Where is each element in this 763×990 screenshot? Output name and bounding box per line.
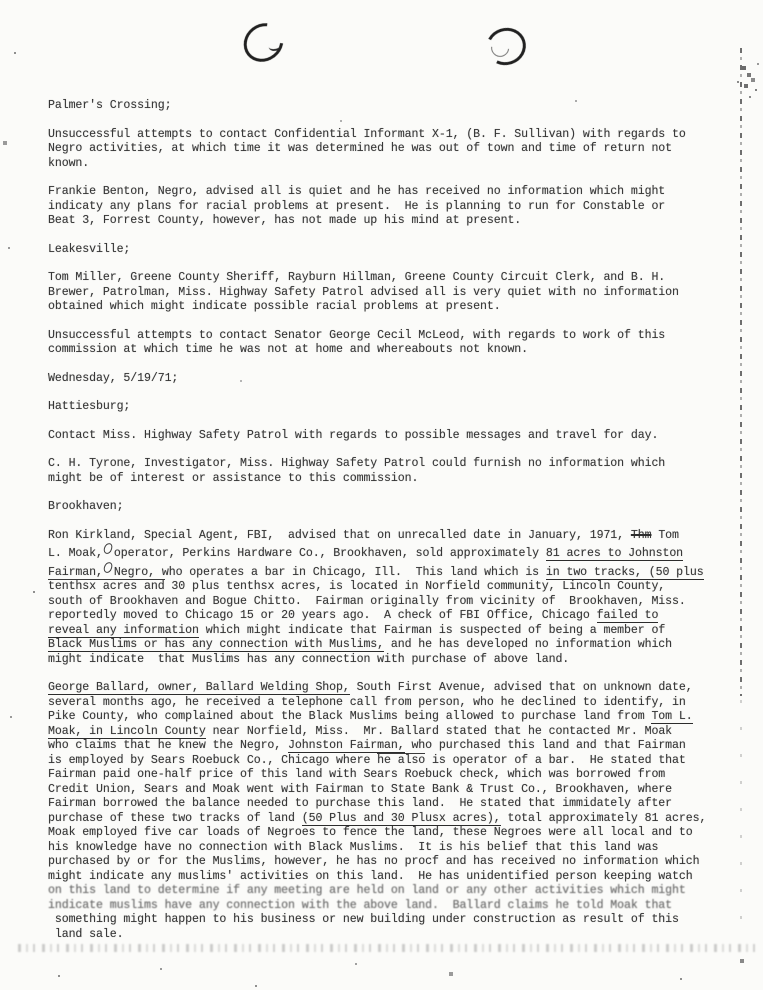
- text-run: Unsuccessful attempts to contact Senator George Cecil McLeod, with regards to work of this: [48, 328, 666, 342]
- text-line: [48, 157, 728, 172]
- text-run: (50 Plus and 30 Plusx acres),: [301, 811, 501, 825]
- text-line: [48, 812, 728, 827]
- section-heading: [48, 99, 728, 114]
- section-heading: [48, 500, 728, 515]
- text-run: who claims that he knew the Negro,: [48, 739, 289, 752]
- text-line: [48, 185, 728, 200]
- text-run: Moak, in Lincoln County: [48, 724, 206, 738]
- text-run: Fairman paid one-half price of this land with Sears Roebuck check, which was borrowed from: [48, 768, 666, 781]
- text-run: Brewer, Patrolman, Miss. Highway Safety Patrol advised all is very quiet with no information: [48, 285, 679, 299]
- scan-speckles: [0, 0, 2, 2]
- text-line: [48, 271, 728, 286]
- text-run: who purchased this land and that Fairman: [404, 739, 686, 752]
- text-run: Unsuccessful attempts to contact Confidential Informant X-1, (B. F. Sullivan) with regards to: [48, 127, 686, 141]
- text-run: something might happen to his business or new building under construction as result of this: [48, 913, 679, 926]
- text-run: Johnston Fairman,: [288, 739, 405, 752]
- text-run: Credit Union, Sears and Moak went with Fairman to State Bank & Trust Co., Brookhaven, where: [48, 782, 673, 796]
- text-run: Tom Miller, Greene County Sheriff, Rayburn Hillman, Greene County Circuit Clerk, and B. H.: [48, 271, 666, 284]
- text-run: near Norfield, Miss. Mr. Ballard stated that he contacted Mr. Moak: [205, 724, 673, 738]
- text-line: [48, 624, 728, 639]
- text-line: [48, 457, 728, 472]
- paragraph: [48, 271, 728, 315]
- text-line: [48, 329, 728, 344]
- text-line: [48, 286, 728, 301]
- text-line: [48, 200, 728, 215]
- text-line: [48, 562, 728, 581]
- text-run: Wednesday, 5/19/71;: [48, 371, 179, 385]
- scan-edge-artifact-line-lower: [740, 700, 742, 935]
- text-line: [48, 99, 728, 114]
- text-run: Hattiesburg;: [48, 400, 131, 413]
- text-line: [48, 142, 728, 157]
- text-run: operator, Perkins Hardware Co., Brookhaven, sold approximately: [113, 547, 546, 560]
- text-line: [48, 710, 728, 725]
- text-run: commission at which time he was not at home and whereabouts not known.: [48, 343, 529, 356]
- text-run: Moak employed five car loads of Negroes to fence the land, these Negroes were all local and to: [48, 826, 693, 839]
- paragraph: [48, 529, 728, 668]
- text-run: Leakesville;: [48, 242, 131, 256]
- text-run: his knowledge have no connection with Black Muslims. It is his belief that this land was: [48, 840, 659, 854]
- paragraph: [48, 457, 728, 486]
- text-line: [48, 696, 728, 711]
- text-line: [48, 768, 728, 783]
- text-run: total approximately 81 acres,: [500, 811, 707, 825]
- text-line: [48, 913, 728, 928]
- text-line: [48, 638, 728, 653]
- paragraph: [48, 429, 728, 444]
- text-run: Fairman borrowed the balance needed to purchase this land. He stated that immidately after: [48, 797, 673, 810]
- text-run: indicate muslims have any connection with the above land. Ballard claims he told Moak that: [48, 898, 673, 912]
- text-run: purchase of these two tracks of land: [48, 811, 302, 825]
- text-run: Black Muslims or has any connection with Muslims,: [48, 638, 385, 651]
- text-line: [48, 580, 728, 595]
- text-run: might be of interest or assistance to this commission.: [48, 471, 419, 485]
- text-run: South First Avenue, advised that on unknown date,: [349, 681, 693, 694]
- text-run: Contact Miss. Highway Safety Patrol with regards to possible messages and travel for day.: [48, 428, 659, 442]
- text-run: which might indicate that Fairman is suspected of being a member of: [198, 623, 666, 637]
- text-line: [48, 300, 728, 315]
- text-line: [48, 243, 728, 258]
- text-run: obtained which might indicate possible racial problems at present.: [48, 300, 501, 313]
- text-line: [48, 797, 728, 812]
- text-line: [48, 543, 728, 562]
- hole-punch-mark-right: [481, 23, 530, 71]
- pen-loop-mark: [103, 561, 113, 574]
- hole-punch-mark-left: [236, 15, 291, 69]
- text-run: he also: [377, 753, 426, 767]
- text-run: Brookhaven;: [48, 500, 124, 513]
- paragraph: [48, 128, 728, 172]
- text-line: [48, 870, 728, 885]
- text-run: in two tracks, (50 plus: [545, 565, 704, 579]
- paragraph: [48, 185, 728, 229]
- text-run: who operates a bar in Chicago, Ill. This land which is: [155, 565, 546, 579]
- text-line: [48, 343, 728, 358]
- text-run: tenthsx acres and: [48, 580, 165, 593]
- paragraph: [48, 329, 728, 358]
- text-run: reveal any information: [48, 623, 199, 637]
- section-heading: [48, 400, 728, 415]
- text-run: Tom: [651, 528, 679, 542]
- text-run: 81 acres to Johnston: [545, 547, 684, 560]
- text-line: [48, 725, 728, 740]
- text-run: is employed by Sears Roebuck Co., Chicago where: [48, 753, 378, 767]
- text-line: [48, 400, 728, 415]
- text-run: failed to: [596, 609, 659, 622]
- text-run: Pike County, who complained about the Black Muslims being allowed to purchase land from: [48, 710, 652, 723]
- text-run: Ron Kirkland, Special Agent, FBI, advised that on unrecalled date in January, 1971,: [48, 528, 631, 542]
- text-run: is operator of a bar. He stated that: [425, 753, 686, 767]
- text-line: [48, 500, 728, 515]
- text-line: [48, 653, 728, 668]
- text-line: [48, 472, 728, 487]
- text-run: might indicate any muslims' activities on this land. He has unidentified person keeping watch: [48, 869, 693, 883]
- text-run: Fairman,: [48, 565, 103, 579]
- text-run: Palmer's Crossing;: [48, 99, 172, 112]
- text-run: George Ballard, owner, Ballard Welding Shop,: [48, 681, 350, 694]
- text-run: 30 plus tenthsx acres, is located in Norfield community, Lincoln County,: [164, 580, 666, 593]
- pen-loop-mark: [103, 542, 113, 555]
- text-run: several months ago, he received a telephone call from person, who he declined to identify, in: [48, 695, 686, 709]
- scan-edge-artifact-line: [740, 48, 742, 696]
- text-line: [48, 739, 728, 754]
- text-line: [48, 372, 728, 387]
- text-line: [48, 841, 728, 856]
- text-line: [48, 928, 728, 943]
- text-run: Tom L.: [651, 710, 693, 723]
- text-run: might indicate that Muslims has any connection with purchase of above land.: [48, 652, 570, 666]
- text-line: [48, 783, 728, 798]
- text-line: [48, 609, 728, 624]
- text-run: land sale.: [48, 927, 124, 941]
- text-run: Frankie Benton, Negro, advised all is quiet and he has received no information which might: [48, 185, 666, 198]
- paragraph: [48, 681, 728, 942]
- text-run: indicaty any plans for racial problems at present. He is planning to run for Constable or: [48, 199, 666, 213]
- text-run: L. Moak,: [48, 547, 103, 560]
- text-run: reportedly moved to Chicago 15 or 20 years ago. A check of FBI Office, Chicago: [48, 609, 597, 622]
- text-run: purchased by or for the Muslims, however, he has no procf and has received no information which: [48, 855, 700, 868]
- text-run: south of Brookhaven and Bogue Chitto. Fairman originally from vicinity of Brookhaven, Miss.: [48, 594, 686, 608]
- text-line: [48, 826, 728, 841]
- text-line: [48, 855, 728, 870]
- document-body: [48, 99, 728, 956]
- text-line: [48, 884, 728, 899]
- text-run: on this land to determine if any meeting are held on land or any other activities which might: [48, 884, 686, 897]
- text-run: Thm: [630, 528, 652, 542]
- text-line: [48, 681, 728, 696]
- section-heading: [48, 243, 728, 258]
- text-line: [48, 899, 728, 914]
- text-run: and he has developed no information which: [384, 638, 673, 651]
- text-run: Negro activities, at which time it was determined he was out of town and time of return not: [48, 142, 673, 155]
- text-line: [48, 214, 728, 229]
- text-run: C. H. Tyrone, Investigator, Miss. Highway Safety Patrol could furnish no information which: [48, 457, 666, 470]
- text-line: [48, 529, 728, 544]
- section-heading: [48, 372, 728, 387]
- text-line: [48, 128, 728, 143]
- text-run: Negro,: [113, 565, 156, 579]
- text-run: Beat 3, Forrest County, however, has not made up his mind at present.: [48, 214, 522, 227]
- text-line: [48, 754, 728, 769]
- text-line: [48, 595, 728, 610]
- text-run: known.: [48, 156, 90, 170]
- text-line: [48, 429, 728, 444]
